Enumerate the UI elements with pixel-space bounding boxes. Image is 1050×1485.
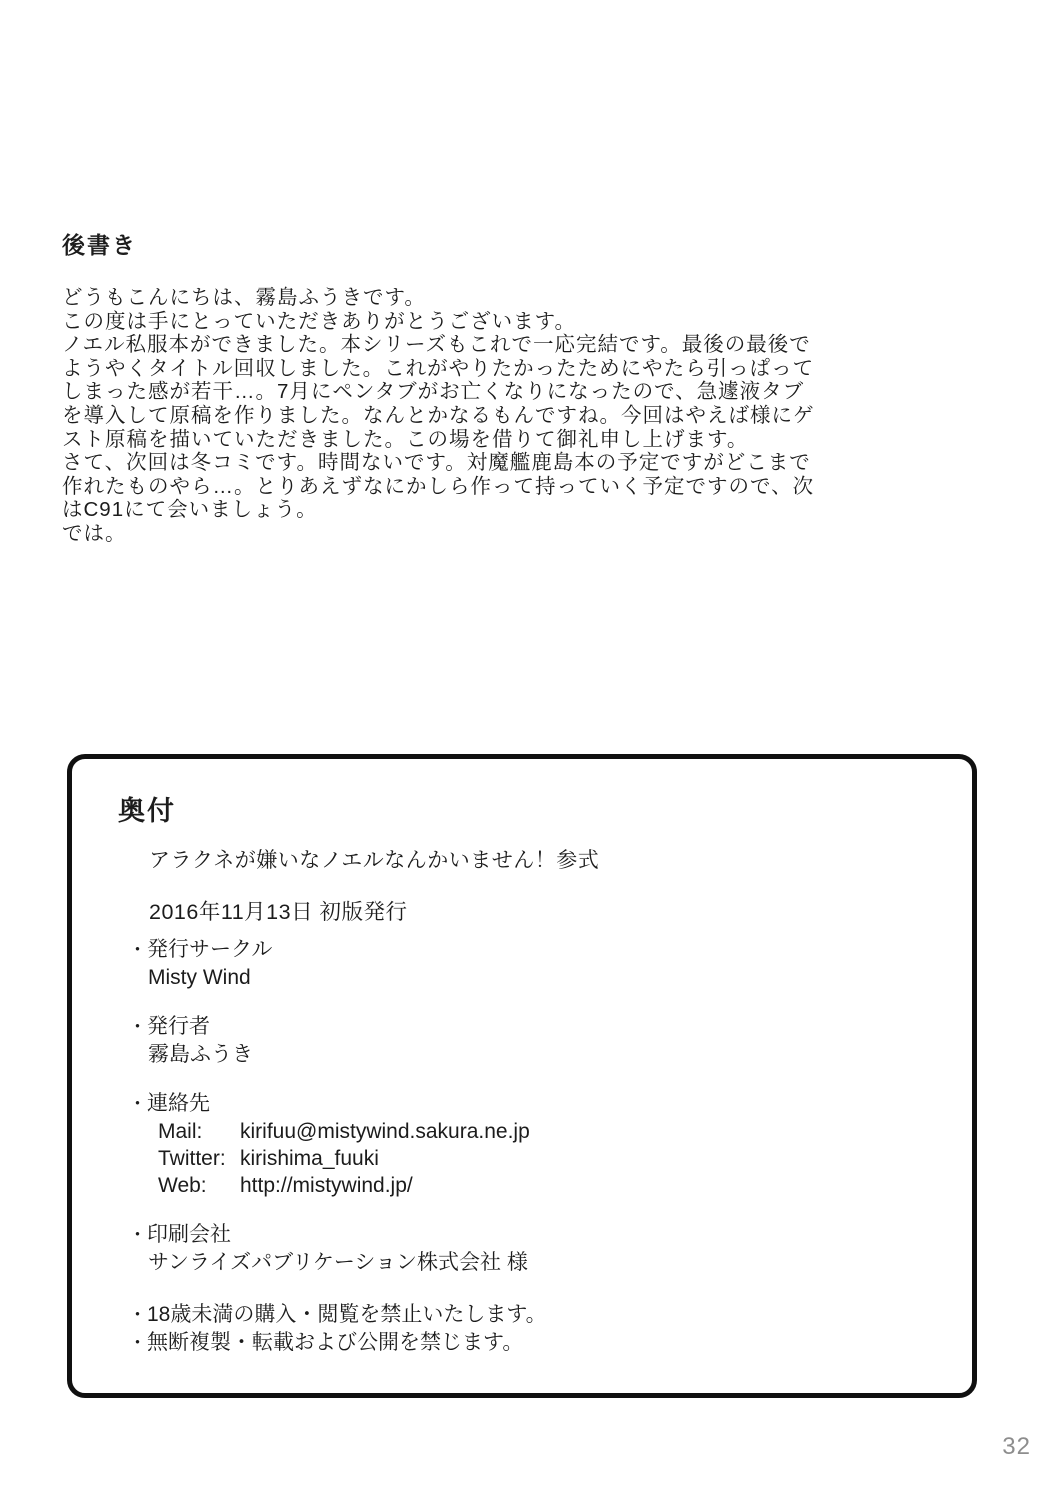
contact-email: kirifuu@mistywind.sakura.ne.jp — [240, 1120, 530, 1143]
page-number: 32 — [1002, 1433, 1031, 1460]
afterword-line: さて、次回は冬コミです。時間ないです。対魔艦鹿島本の予定ですがどこまで — [62, 451, 811, 475]
colophon-sections — [128, 936, 948, 1357]
author-name: 霧島ふうき — [148, 1043, 253, 1066]
notice-line — [128, 1329, 948, 1357]
afterword-line: ようやくタイトル回収しました。これがやりたかったためにやたら引っぱって — [62, 356, 815, 380]
no-reproduction-notice: 無断複製・転載および公開を禁じます。 — [147, 1331, 524, 1354]
bullet-marker: ・ — [128, 1017, 148, 1038]
afterword-line: 作れたものやら…。とりあえずなにかしら作って持っていく予定ですので、次 — [62, 474, 815, 498]
circle-name: Misty Wind — [148, 966, 251, 989]
publisher-person-section — [128, 1013, 948, 1068]
legal-notices — [128, 1301, 948, 1357]
book-title: アラクネが嫌いなノエルなんかいません！参式 — [149, 849, 600, 872]
afterword-line: この度は手にとっていただきありがとうございます。 — [62, 309, 576, 333]
publication-date: 2016年11月13日 初版発行 — [149, 900, 408, 924]
afterword-heading: 後書き — [62, 232, 137, 258]
bullet-marker: ・ — [128, 1094, 148, 1115]
afterword-line: はC91にて会いましょう。 — [62, 498, 318, 522]
printer-section — [128, 1221, 948, 1276]
contact-website: http://mistywind.jp/ — [240, 1174, 413, 1197]
contact-label: Mail: — [158, 1120, 203, 1143]
publisher-circle-section — [128, 936, 948, 991]
contact-label: Twitter: — [158, 1147, 226, 1170]
section-label: 発行サークル — [147, 938, 273, 961]
printer-name: サンライズパブリケーション株式会社 様 — [148, 1251, 528, 1274]
bullet-marker: ・ — [128, 940, 148, 961]
bullet-marker: ・ — [128, 1333, 148, 1354]
notice-line — [128, 1301, 948, 1329]
bullet-marker: ・ — [128, 1305, 148, 1326]
age-restriction-notice: 18歳未満の購入・閲覧を禁止いたします。 — [147, 1303, 547, 1326]
contact-twitter: kirishima_fuuki — [240, 1147, 379, 1170]
contact-section — [128, 1090, 948, 1199]
afterword-body — [62, 286, 892, 546]
contact-row — [158, 1118, 948, 1145]
afterword-line: しまった感が若干…。7月にペンタブがお亡くなりになったので、急遽液タブ — [62, 380, 805, 404]
section-label: 連絡先 — [147, 1092, 210, 1115]
afterword-line: どうもこんにちは、霧島ふうきです。 — [62, 286, 426, 309]
section-label: 発行者 — [147, 1015, 210, 1038]
afterword-line: では。 — [62, 521, 127, 545]
contact-row — [158, 1172, 948, 1199]
contact-label: Web: — [158, 1174, 207, 1197]
bullet-marker: ・ — [128, 1225, 148, 1246]
afterword-line: スト原稿を描いていただきました。この場を借りて御礼申し上げます。 — [62, 427, 749, 451]
contact-row — [158, 1145, 948, 1172]
section-label: 印刷会社 — [147, 1223, 231, 1246]
afterword-line: ノエル私服本ができました。本シリーズもこれで一応完結です。最後の最後で — [62, 333, 811, 357]
colophon-heading: 奥付 — [118, 796, 176, 826]
colophon-box — [67, 754, 977, 1398]
afterword-line: を導入して原稿を作りました。なんとかなるもんですね。今回はやえば様にゲ — [62, 403, 815, 427]
